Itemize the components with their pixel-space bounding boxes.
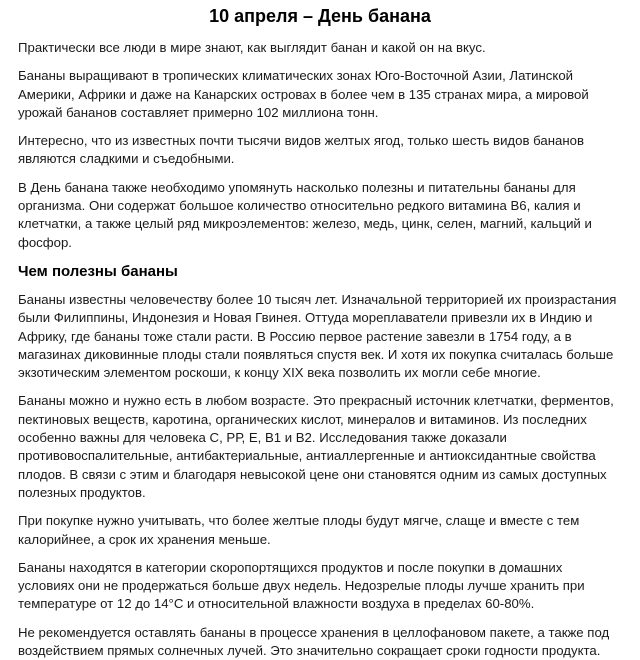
intro-paragraph: Интересно, что из известных почти тысячи видов желтых ягод, только шесть видов бананов являются сладкими и съедобными. [18, 133, 584, 167]
section-paragraph: Бананы известны человечеству более 10 тысяч лет. Изначальной территорией их произрастания были Филиппины, Индонезия и Новая Гвинея. Оттуда мореплаватели привезли их в Индию и Африку, где бананы тоже стали расти. В Россию первое растение завезли в 1754 году, а в магазинах диковинные плоды стали появляться спустя век. И хотя их покупка считалась больше экзотическим элементом роскоши, к концу XIX века позволить их могли себе многие. [18, 291, 617, 381]
intro-paragraph: Бананы выращивают в тропических климатических зонах Юго-Восточной Азии, Латинской Америки, Африки и даже на Канарских островах в более чем в 135 странах мира, а мировой урожай бананов составляет примерно 102 миллиона тонн. [18, 68, 589, 120]
section-heading: Чем полезны бананы [18, 262, 178, 280]
section-paragraph: Не рекомендуется оставлять бананы в процессе хранения в целлофановом пакете, а также под воздействием прямых солнечных лучей. Это значительно сокращает сроки годности продукта. [18, 624, 610, 659]
intro-paragraph: В День банана также необходимо упомянуть насколько полезны и питательны бананы для организма. Они содержат большое количество относительно редкого витамина В6, калия и клетчатки, а также целый ряд микроэлементов: железо, медь, цинк, селен, магний, кальций и фосфор. [18, 179, 592, 250]
article-title: 10 апреля – День банана [209, 6, 431, 26]
section-paragraph: Бананы находятся в категории скоропортящихся продуктов и после покупки в домашних условиях они не продержаться больше двух недель. Недозрелые плоды лучше хранить при температуре от 12 до 14°С и относительной влажности воздуха в пределах 60-80%. [18, 559, 585, 612]
intro-paragraph: Практически все люди в мире знают, как выглядит банан и какой он на вкус. [18, 40, 486, 55]
section-paragraph: При покупке нужно учитывать, что более желтые плоды будут мягче, слаще и вместе с тем калорийнее, а срок их хранения меньше. [18, 513, 580, 547]
section-paragraph: Бананы можно и нужно есть в любом возрасте. Это прекрасный источник клетчатки, ферментов, пектиновых веществ, каротина, органических кислот, минералов и витаминов. Из последних особенно важны для человека С, РР, Е, В1 и В2. Исследования также доказали противовоспалительные, антибактериальные, антиаллергенные и антиоксидантные свойства плодов. В связи с этим и благодаря невысокой цене они становятся одним из самых доступных полезных продуктов. [18, 393, 614, 500]
